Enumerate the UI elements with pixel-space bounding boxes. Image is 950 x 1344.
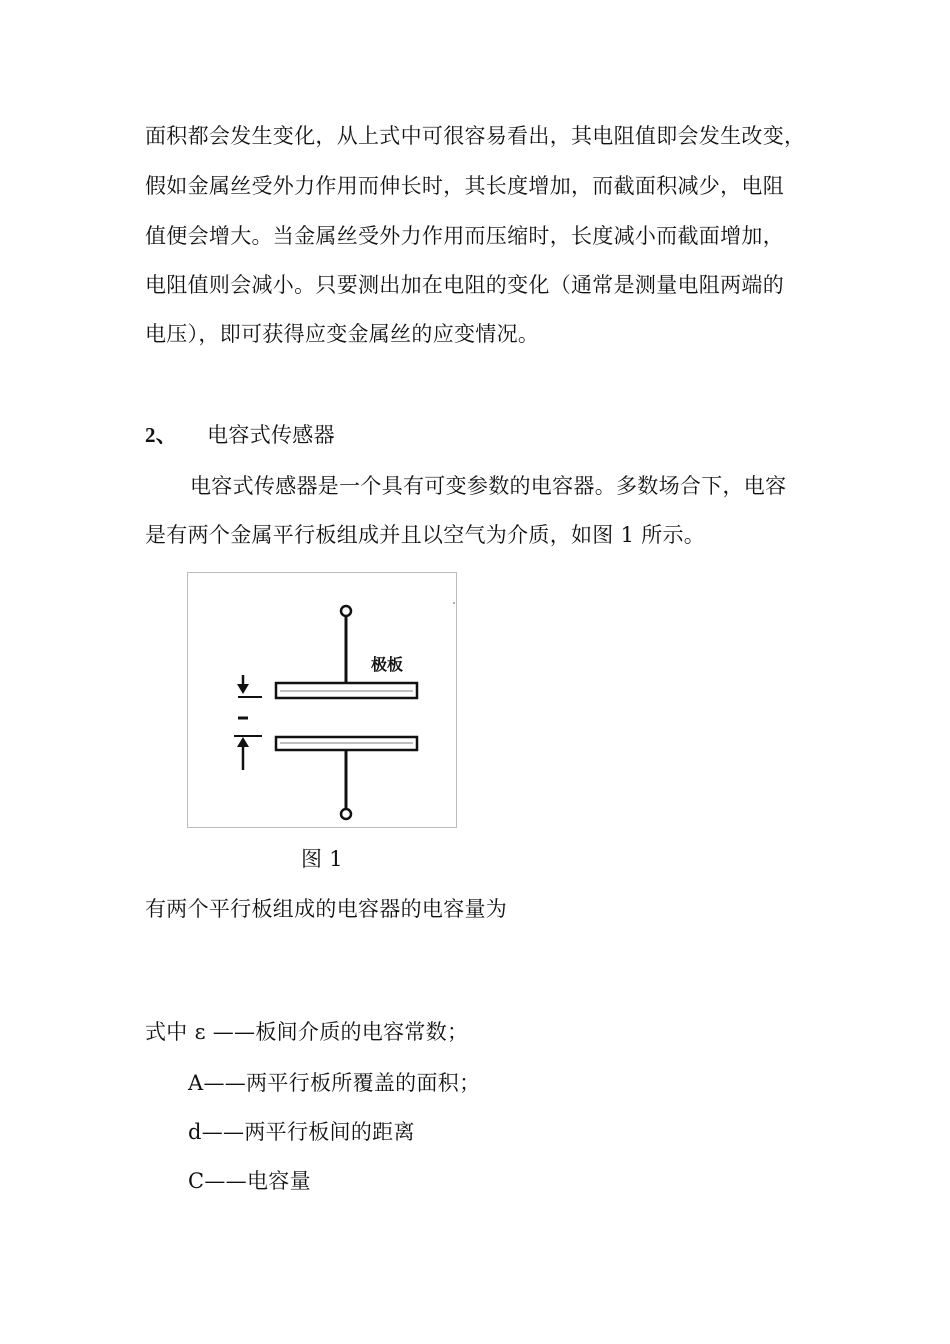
capacitor-diagram xyxy=(188,573,458,829)
paragraph-line: 面积都会发生变化，从上式中可很容易看出，其电阻值即会发生改变， xyxy=(145,124,806,148)
capacitor-figure xyxy=(187,572,457,828)
paragraph-line: 电阻值则会减小。只要测出加在电阻的变化（通常是测量电阻两端的 xyxy=(145,273,784,297)
definition-intro: 式中 ε ——板间介质的电容常数； xyxy=(145,1020,469,1044)
top-terminal-icon xyxy=(341,606,351,616)
bottom-terminal-icon xyxy=(341,809,351,819)
section-number: 2、 xyxy=(145,423,178,447)
paragraph-line: 电压），即可获得应变金属丝的应变情况。 xyxy=(145,322,540,346)
paragraph-line: 有两个平行板组成的电容器的电容量为 xyxy=(145,897,508,921)
bottom-plate xyxy=(276,737,417,750)
plate-label: 极板 xyxy=(371,655,404,674)
paragraph-line: 值便会增大。当金属丝受外力作用而压缩时，长度减小而截面增加， xyxy=(145,224,784,248)
paragraph-line: 是有两个金属平行板组成并且以空气为介质，如图 1 所示。 xyxy=(145,523,706,547)
section-title: 电容式传感器 xyxy=(207,423,335,447)
definition-item: C——电容量 xyxy=(188,1169,311,1193)
figure-caption: 图 1 xyxy=(301,847,343,871)
paragraph-line: 电容式传感器是一个具有可变参数的电容器。多数场合下，电容 xyxy=(190,474,787,498)
top-plate xyxy=(276,683,417,698)
paragraph-line: 假如金属丝受外力作用而伸长时，其长度增加，而截面积减少，电阻 xyxy=(145,174,784,198)
definition-item: A——两平行板所覆盖的面积； xyxy=(188,1071,481,1095)
arrow-down-icon xyxy=(237,684,249,694)
definition-item: d——两平行板间的距离 xyxy=(188,1120,415,1144)
section-heading xyxy=(145,421,335,449)
